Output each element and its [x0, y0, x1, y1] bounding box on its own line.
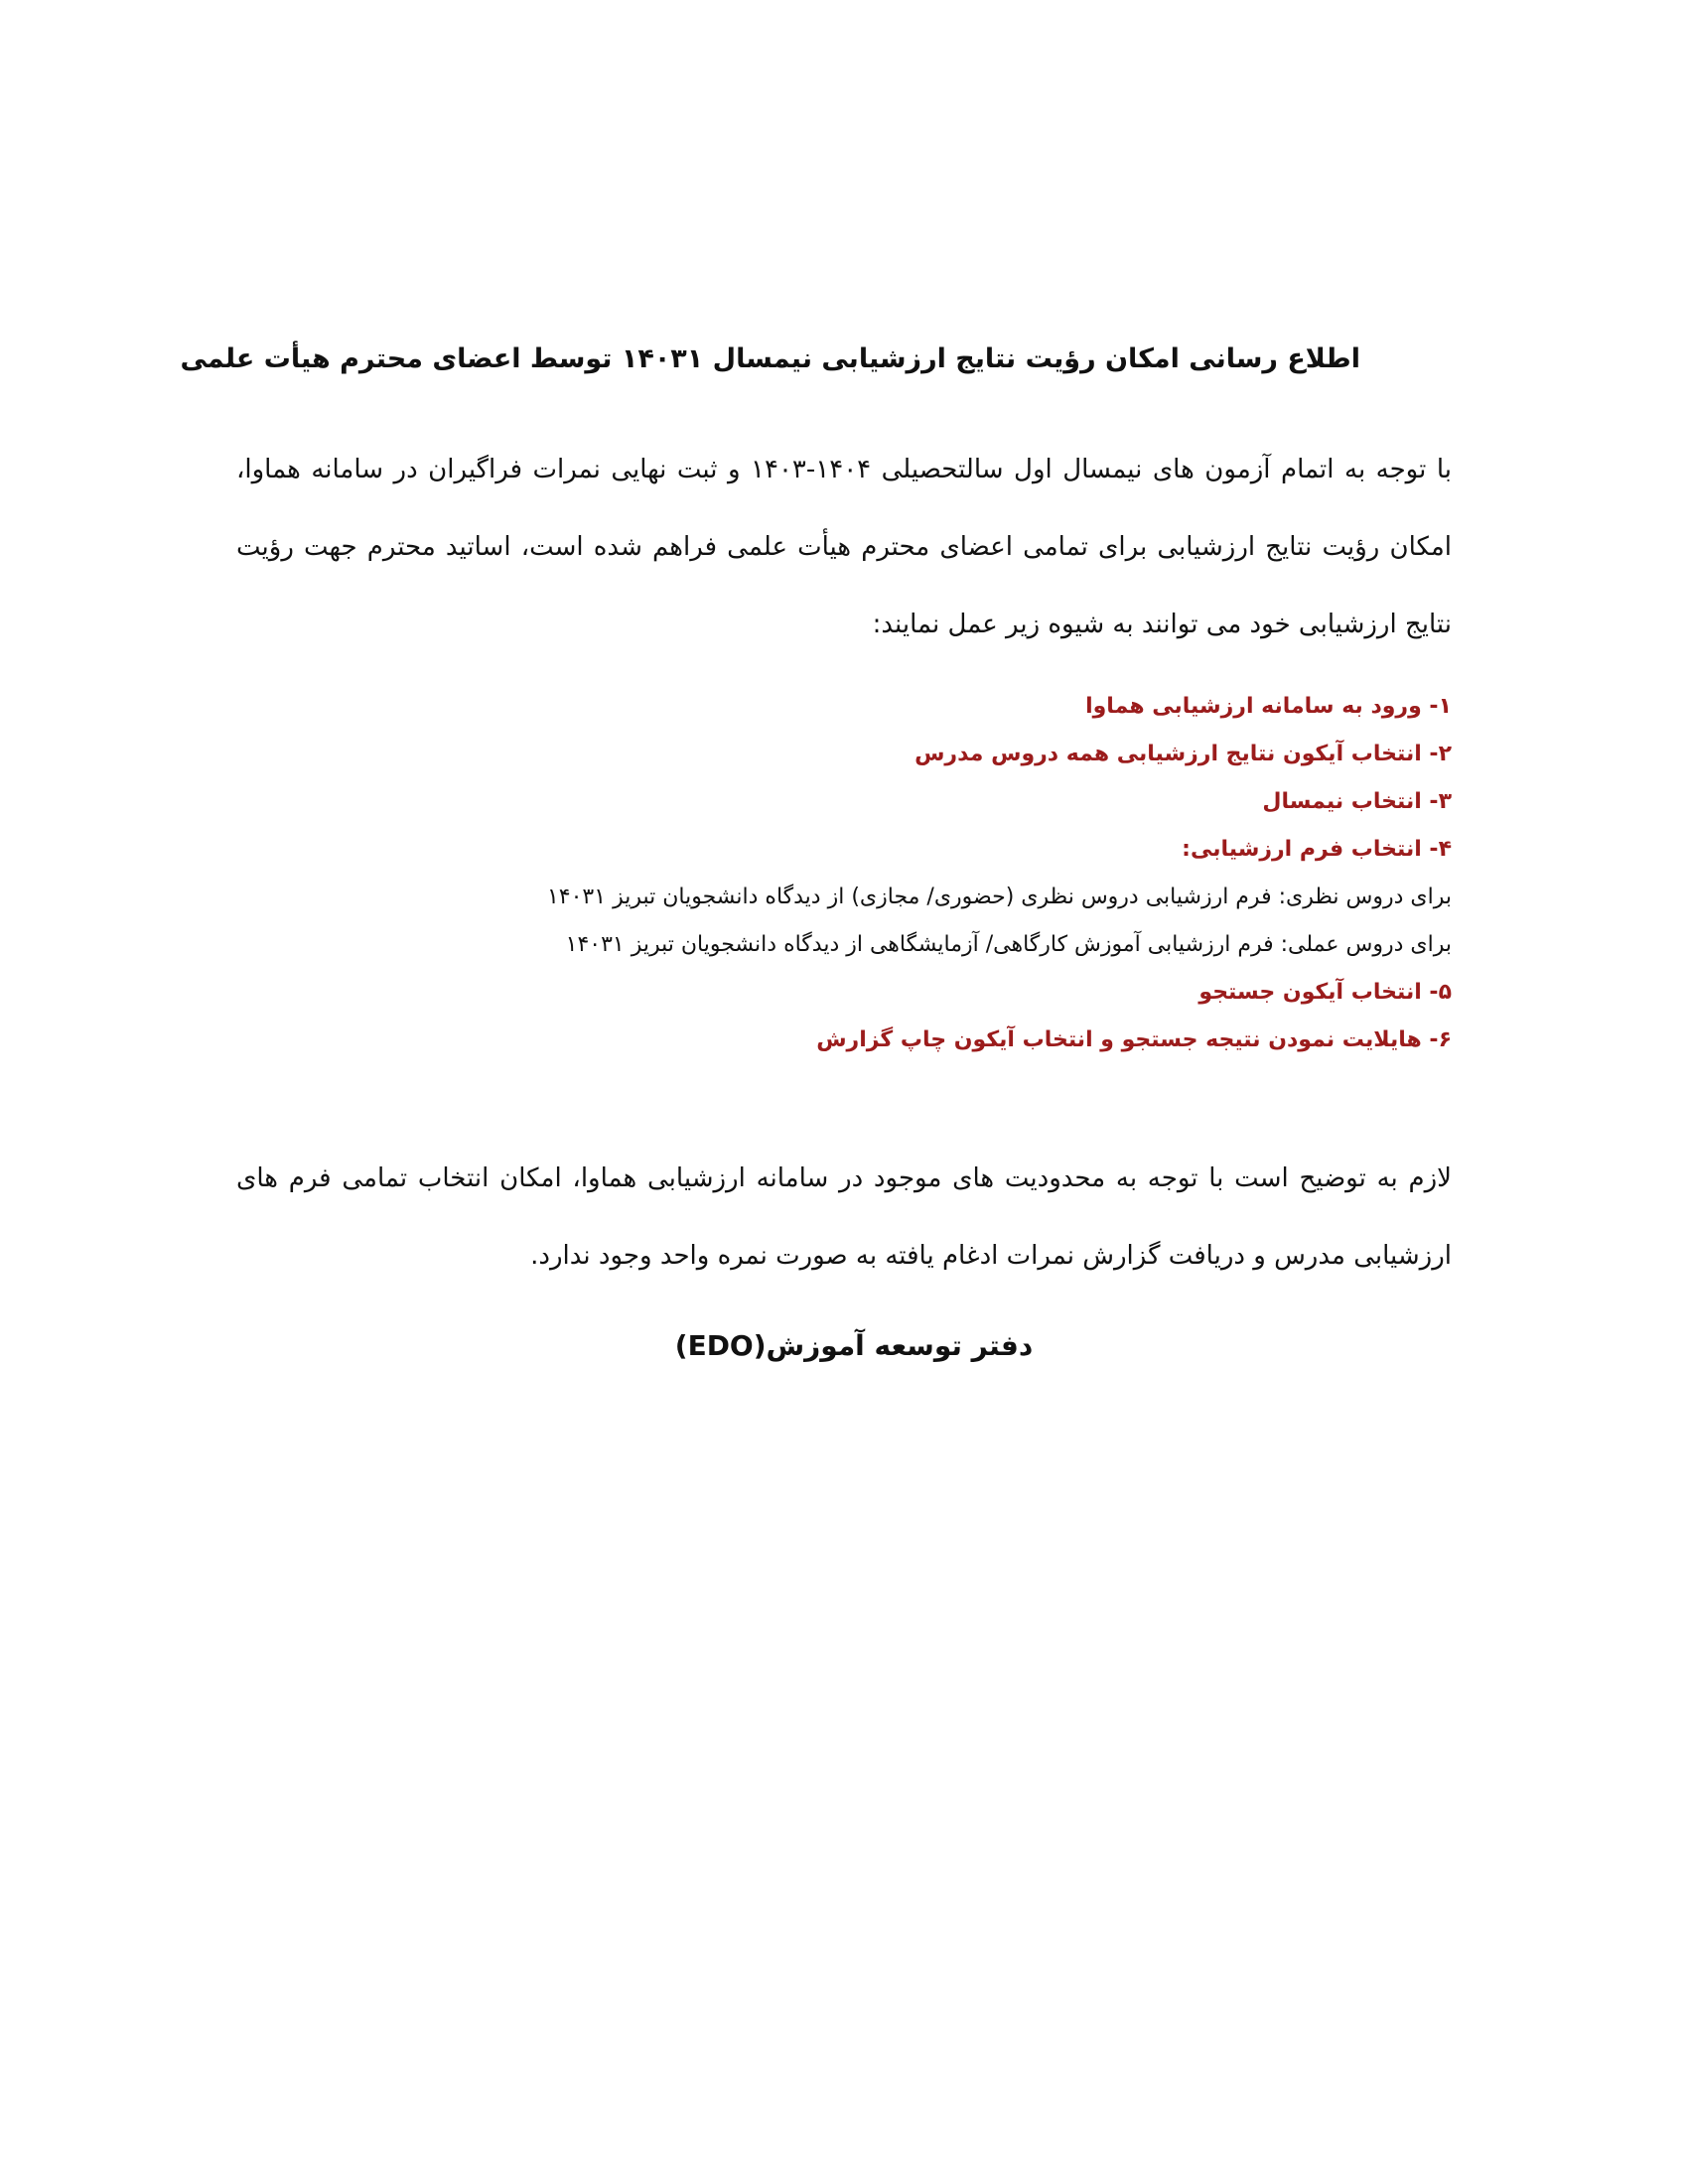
step-login: ۱- ورود به سامانه ارزشیابی هماوا: [1085, 694, 1452, 719]
step-select-form: ۴- انتخاب فرم ارزشیابی:: [1182, 837, 1452, 862]
step-select-results-icon: ۲- انتخاب آیکون نتایج ارزشیابی همه دروس مدرس: [914, 742, 1452, 766]
theory-courses-note: برای دروس نظری: فرم ارزشیابی دروس نظری (حضوری/ مجازی) از دیدگاه دانشجویان تبریز ۱۴۰۳۱: [546, 885, 1452, 909]
note-paragraph: لازم به توضیح است با توجه به محدودیت های موجود در سامانه ارزشیابی هماوا، امکان انتخاب تمامی فرم های ارزشیابی مدرس و دریافت گزارش نمرات ادغام یافته به صورت نمره واحد وجود ندارد.: [236, 1163, 1452, 1271]
document-title: اطلاع رسانی امکان رؤیت نتایج ارزشیابی نیمسال ۱۴۰۳۱ توسط اعضای محترم هیأت علمی: [180, 343, 1360, 374]
steps-list: [236, 683, 1452, 1064]
intro-paragraph: با توجه به اتمام آزمون های نیمسال اول سالتحصیلی ۱۴۰۴-۱۴۰۳ و ثبت نهایی نمرات فراگیران در سامانه هماوا، امکان رؤیت نتایج ارزشیابی برای تمامی اعضای محترم هیأت علمی فراهم شده است، اساتید محترم جهت رؤیت نتایج ارزشیابی خود می توانند به شیوه زیر عمل نمایند:: [236, 455, 1452, 639]
practical-courses-note: برای دروس عملی: فرم ارزشیابی آموزش کارگاهی/ آزمایشگاهی از دیدگاه دانشجویان تبریز ۱۴۰۳۱: [565, 932, 1452, 957]
step-search-icon: ۵- انتخاب آیکون جستجو: [1198, 980, 1452, 1005]
office-signature: دفتر توسعه آموزش(EDO): [674, 1329, 1034, 1362]
step-print-report: ۶- هایلایت نمودن نتیجه جستجو و انتخاب آیکون چاپ گزارش: [816, 1027, 1452, 1052]
step-select-semester: ۳- انتخاب نیمسال: [1262, 789, 1452, 814]
